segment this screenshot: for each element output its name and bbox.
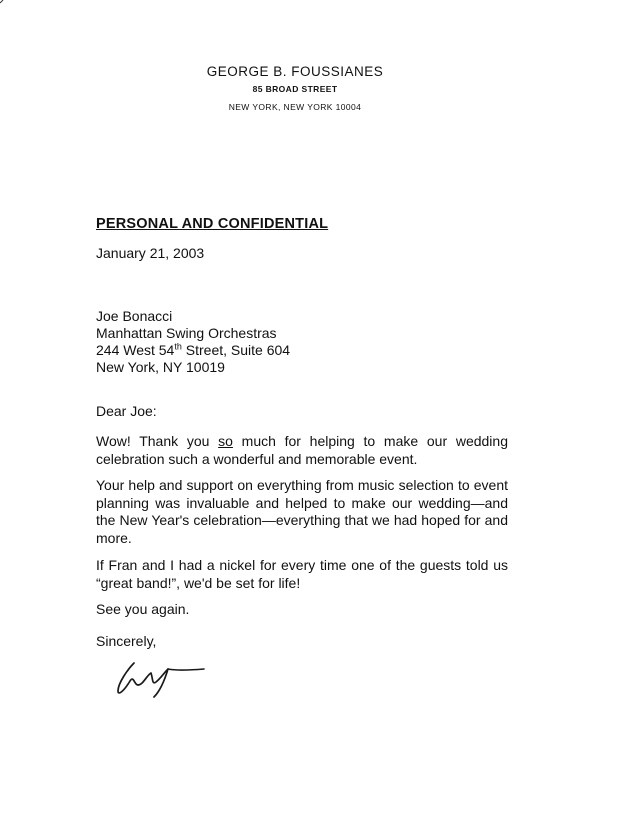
recipient-street (96, 342, 290, 360)
handwritten-signature (112, 655, 212, 700)
recipient-name: Joe Bonacci (96, 308, 173, 324)
letter-date: January 21, 2003 (96, 245, 205, 261)
salutation: Dear Joe: (96, 403, 157, 419)
paragraph-2: Your help and support on everything from music selection to event planning was invaluable and helped to make our wedding—and the New Year's celebration—everything that we had hoped for and more. (96, 477, 508, 546)
recipient-street-rest: Street, Suite 604 (181, 342, 291, 358)
closing: Sincerely, (96, 633, 157, 649)
recipient-street-number: 244 West 54 (96, 342, 175, 358)
letterhead-city: NEW YORK, NEW YORK 10004 (228, 102, 362, 112)
recipient-street-suffix: th (174, 341, 182, 352)
scan-corner-mark (0, 0, 4, 4)
paragraph-1-start: Wow! Thank you (96, 433, 219, 449)
paragraph-1 (96, 433, 508, 468)
letterhead-name: GEORGE B. FOUSSIANES (206, 64, 384, 79)
letterhead-address: 85 BROAD STREET (252, 84, 338, 94)
paragraph-1-end: much for helping to make our wedding celebration such a wonderful and memorable event. (96, 433, 508, 467)
recipient-company: Manhattan Swing Orchestras (96, 325, 277, 341)
see-you-again: See you again. (96, 601, 190, 617)
paragraph-1-emphasis: so (218, 433, 233, 449)
paragraph-3: If Fran and I had a nickel for every time one of the guests told us “great band!”, we'd be set for life! (96, 557, 508, 591)
confidential-heading: PERSONAL AND CONFIDENTIAL (96, 216, 329, 232)
recipient-city: New York, NY 10019 (96, 359, 225, 375)
